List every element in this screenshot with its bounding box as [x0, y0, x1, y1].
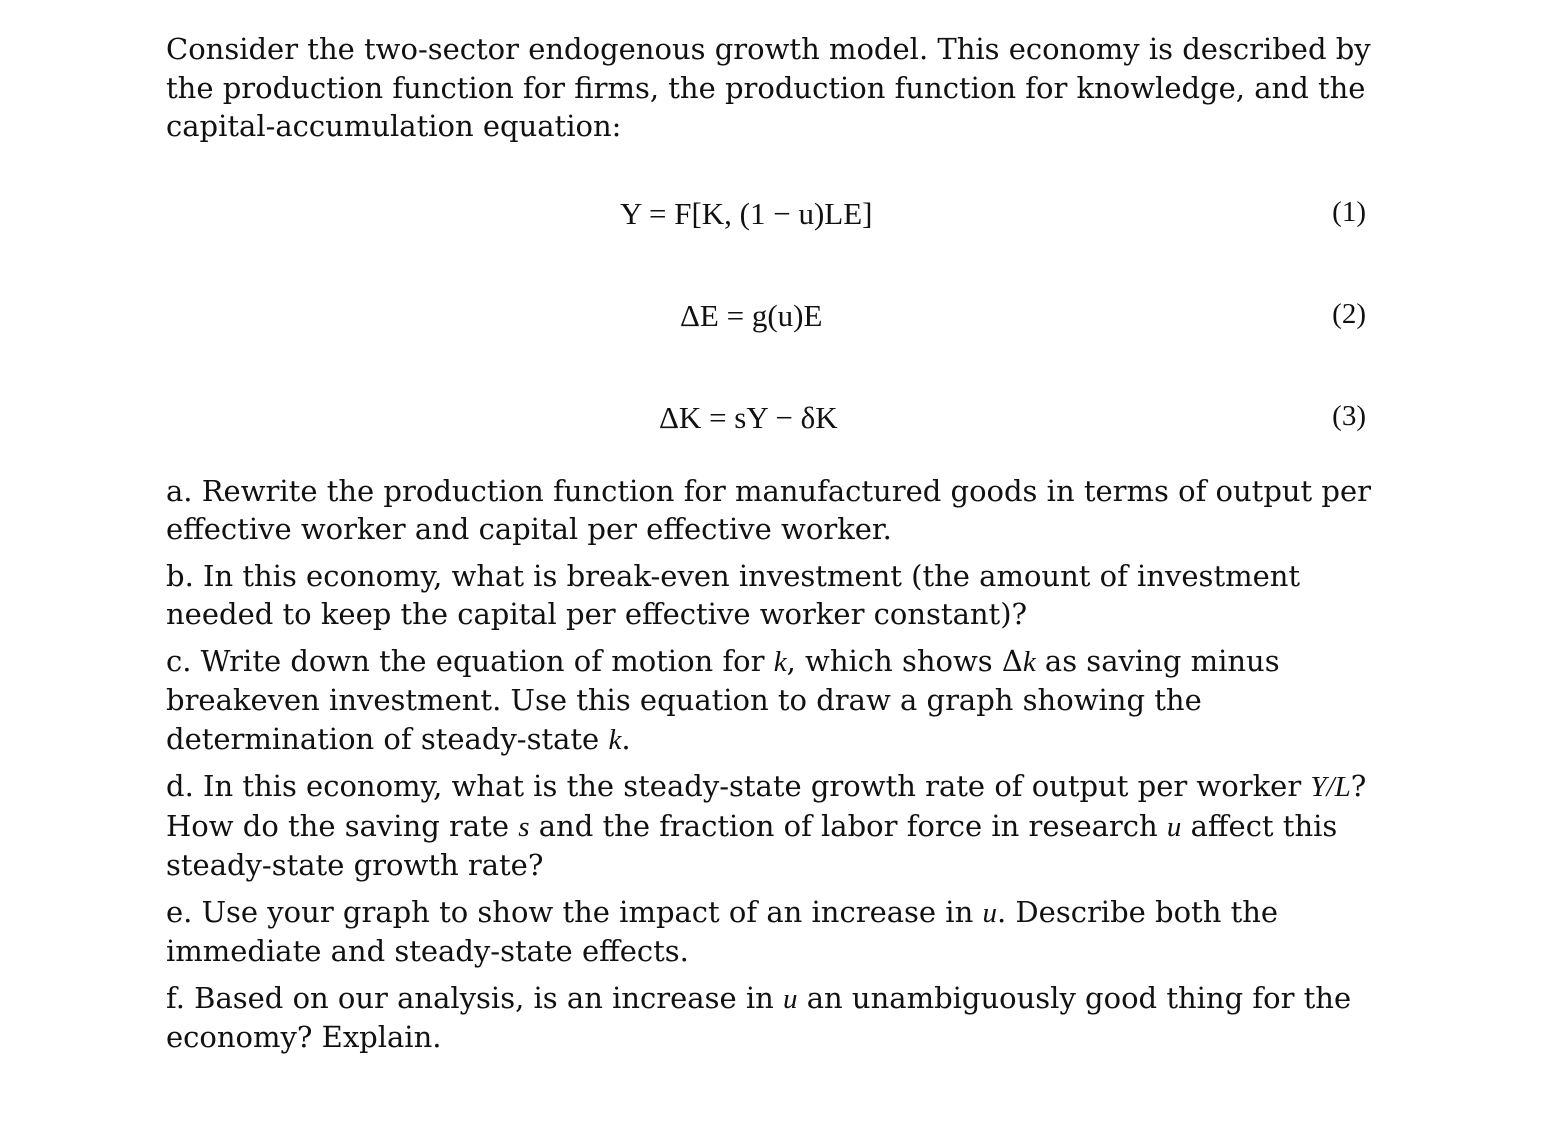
intro-paragraph: Consider the two-sector endogenous growth model. This economy is described by the production function for firms, the production function for knowledge, and the capital-accumulation equation: [166, 32, 1371, 143]
equation-3: ΔK = sY − δK [659, 399, 838, 435]
question-f-text-2: an unambiguously good thing for the economy? Explain. [166, 980, 1352, 1054]
math-var-k: k [1022, 645, 1036, 678]
equation-number-3: (3) [1332, 399, 1366, 432]
question-e-text-1: e. Use your graph to show the impact of an increase in [166, 894, 983, 929]
math-var-u: u [1166, 810, 1182, 843]
math-var-k: k [773, 645, 787, 678]
question-c-text-1: c. Write down the equation of motion for [166, 643, 774, 678]
question-e [166, 893, 1376, 971]
question-d-text-1: d. In this economy, what is the steady-state growth rate of output per worker [166, 769, 1311, 803]
question-a: a. Rewrite the production function for manufactured goods in terms of output per effective worker and capital per effective worker. [166, 473, 1372, 546]
question-d-text-3: and the fraction of labor force in research [529, 808, 1167, 843]
equation-number-2: (2) [1332, 297, 1366, 330]
equation-row-3 [166, 392, 1376, 494]
question-c [166, 642, 1376, 760]
question-f [166, 979, 1376, 1057]
equation-row-1 [166, 188, 1376, 290]
math-var-k: k [608, 723, 622, 756]
question-e-text-2: . Describe both the immediate and steady-state effects. [166, 894, 1279, 968]
math-var-s: s [518, 810, 530, 843]
question-c-text-3: as saving minus breakeven investment. Use this equation to draw a graph showing the determination of steady-state [166, 643, 1280, 756]
question-d-text-4: affect this steady-state growth rate? [166, 808, 1338, 882]
equation-row-2 [166, 290, 1376, 392]
math-var-u: u [982, 896, 997, 929]
document-page [166, 30, 1376, 1065]
equation-2: ΔE = g(u)E [680, 297, 823, 333]
question-list [166, 472, 1376, 1057]
question-d-text-2: ? How do the saving rate [166, 769, 1367, 843]
question-d [166, 767, 1376, 885]
math-var-y-over-l: Y/L [1310, 771, 1351, 803]
question-b: b. In this economy, what is break-even investment (the amount of investment needed to keep the capital per effective worker constant)? [166, 558, 1301, 631]
equation-1: Y = F[K, (1 − u)LE] [620, 195, 873, 231]
math-var-u: u [783, 982, 798, 1015]
equation-number-1: (1) [1332, 195, 1366, 228]
question-f-text-1: f. Based on our analysis, is an increase in [166, 980, 784, 1015]
question-c-text-4: . [621, 721, 631, 756]
question-c-text-2: , which shows Δ [786, 643, 1023, 678]
